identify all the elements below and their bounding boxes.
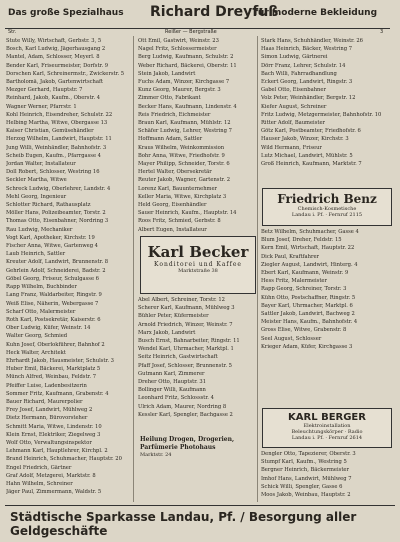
directory-entry: Roos Fritz, Schmied, Gerbstr. 8 [138, 218, 221, 225]
directory-entry: Busch Ernst, Bahnarbeiter, Ringstr. 11 [138, 338, 240, 345]
directory-entry: Dietz Hermann, Bürovorsteher [6, 415, 88, 422]
directory-entry: Dorschen Karl, Schreinermstr., Zwickerstr. 5 [6, 70, 125, 77]
directory-entry: Engel Friedrich, Gärtner [6, 464, 72, 471]
directory-entry: Abel Albert, Schreiner, Torstr. 12 [138, 297, 225, 303]
directory-entry: Stein Jakob, Landwirt [138, 70, 196, 77]
directory-column-3 [261, 37, 385, 187]
directory-entry: Kuhn Josef, Oberlokführer, Bahnhof 2 [6, 341, 105, 348]
column-divider [133, 36, 134, 502]
directory-entry: Ehrhardt Jakob, Hausmeister, Schulstr. 3 [6, 357, 114, 364]
directory-entry: Wendel Karl, Uhrmacher, Marktpl. 1 [138, 346, 234, 353]
directory-entry: Held Georg, Eisenhändler [138, 202, 207, 209]
directory-column-3c [261, 450, 385, 502]
directory-entry: Schreck Ludwig, Oberlehrer, Landstr. 4 [6, 185, 111, 192]
directory-entry: Huber Emil, Bäckerei, Marktplatz 5 [6, 366, 101, 373]
directory-entry: Rapp Georg, Schreiner, Torstr. 3 [261, 286, 347, 293]
ad-karl-berger [262, 408, 392, 448]
directory-entry: Ziegler August, Landwirt, Hinterg. 4 [261, 261, 358, 268]
directory-entry: Roth Karl, Postsekretär, Kaiserstr. 6 [6, 316, 101, 323]
directory-entry: Schick Willi, Spengler, Gasse 6 [261, 483, 343, 490]
directory-entry: Albert Eugen, Installateur [138, 226, 207, 233]
directory-entry: Wolf Otto, Verwaltungsinspektor [6, 439, 92, 446]
header-brand: Richard Dreyfuß [150, 4, 279, 20]
directory-entry: Bayer Karl, Uhrmacher, Marktpl. 6 [261, 302, 353, 309]
directory-entry: Thomas Otto, Eisenbahner, Nordring 3 [6, 218, 109, 225]
directory-entry: Lehmann Karl, Hauptlehrer, Kirchpl. 2 [6, 448, 108, 455]
directory-entry: Sattler Jakob, Landwirt, Bachweg 2 [261, 311, 355, 318]
directory-entry: Graf Adolf, Metzgerei, Marktstr. 8 [6, 472, 96, 479]
directory-entry: Gutmann Karl, Zimmerer [138, 370, 205, 377]
directory-entry: Göbel Georg, Friseur, Schulgasse 6 [6, 275, 99, 282]
directory-entry: Blum Josef, Dreher, Feldstr. 15 [261, 237, 342, 244]
directory-entry: Dengler Otto, Tapezierer, Oberstr. 3 [261, 451, 356, 457]
directory-entry: Scheib Eugen, Kaufm., Pfarrgasse 4 [6, 152, 101, 159]
directory-entry: Helbing Martha, Witwe, Obergasse 13 [6, 120, 108, 127]
ad-title: KARL BERGER [288, 412, 366, 423]
page-number: 3 [380, 29, 384, 35]
directory-entry: Pfaff Josef, Schlosser, Brunnenstr. 5 [138, 362, 232, 369]
directory-entry: Ritter Adolf, Baumeister [261, 120, 326, 127]
directory-entry: Bach Willi, Fahrradhandlung [261, 70, 337, 77]
directory-entry: Hertel Walter, Obersekretär [138, 169, 212, 176]
directory-entry: Stute Willy, Wirtschaft, Gerbstr. 3, 5 [6, 38, 102, 44]
ad-line: Landau i. Pf. · Fernruf 2614 [291, 435, 363, 441]
directory-entry: Braun Karl, Kaufmann, Mühlstr. 12 [138, 120, 231, 127]
ad-line: Chemisch-Kosmetische [297, 206, 357, 212]
page-ref-left: Str. [8, 29, 17, 35]
directory-entry: Herzog Wilhelm, Landwirt, Hauptstr. 11 [6, 136, 112, 143]
directory-entry: Gabel Otto, Eisenbahner [261, 87, 326, 94]
directory-entry: Meister Hans, Kaufm., Bahnhofstr. 4 [261, 319, 358, 326]
directory-entry: Rapp Wilhelm, Buchbinder [6, 284, 77, 291]
directory-entry: Gross Elise, Witwe, Grabenstr. 8 [261, 327, 347, 334]
directory-entry: Ulrich Adam, Maurer, Nordring 8 [138, 403, 227, 410]
directory-entry: Groß Heinrich, Kaufmann, Marktstr. 7 [261, 161, 362, 168]
directory-entry: Kraus Wilhelm, Weinkommission [138, 144, 225, 151]
directory-entry: Weber Richard, Bäckerei, Oberstr. 11 [138, 62, 237, 69]
directory-entry: Zimmer Otto, Fabrikant [138, 95, 201, 102]
directory-entry: Bohr Anna, Witwe, Friedhofstr. 9 [138, 152, 225, 159]
directory-entry: Scharf Otto, Malermeister [6, 308, 76, 315]
directory-entry: Heck Walter, Architekt [6, 349, 66, 356]
directory-column-3b [261, 228, 385, 406]
directory-entry: Gehrlein Adolf, Schneiderei, Badstr. 2 [6, 267, 106, 274]
directory-entry: Reinhard, Jakob, Kaufm., Oberstr. 4 [6, 95, 101, 102]
ad-line: Landau i. Pf. · Fernruf 2115 [291, 212, 363, 218]
directory-entry: Pfeiffer Luise, Ladenbesitzerin [6, 382, 87, 389]
directory-entry: Betz Wilhelm, Schuhmacher, Gasse 4 [261, 229, 359, 235]
ad-title: Heilung Drogen, Drogerien, Parfümerie Photohaus [140, 436, 235, 451]
directory-entry: Imhof Hans, Landwirt, Mühlweg 7 [261, 475, 352, 482]
directory-entry: Bauer Richard, Maurerpolier [6, 398, 83, 405]
directory-entry: Laub Heinrich, Sattler [6, 251, 66, 258]
directory-entry: Arnold Friedrich, Winzer, Weinstr. 7 [138, 321, 233, 328]
directory-entry: Marx Jakob, Landwirt [138, 329, 196, 336]
directory-entry: Bartholomä, Jakob, Gartenwirtschaft [6, 79, 103, 86]
ad-friedrich-benz [262, 188, 392, 226]
directory-entry: Reis Friedrich, Eichmeister [138, 111, 211, 118]
directory-entry: Schäfer Ludwig, Lehrer, Westring 7 [138, 128, 232, 135]
directory-entry: Kunz Georg, Maurer, Bergstr. 3 [138, 87, 221, 94]
directory-entry: Volz Peter, Weinhändler, Bergstr. 12 [261, 95, 356, 102]
directory-column-1 [6, 37, 130, 500]
header-left: Das große Spezialhaus [8, 8, 124, 18]
directory-entry: Stumpf Karl, Kaufm., Westring 5 [261, 459, 347, 466]
directory-entry: Vogt Karl, Apotheker, Kirchstr. 19 [6, 234, 95, 241]
ad-karl-becker [140, 236, 256, 294]
directory-entry: Mezger Gerhard, Hauptstr. 7 [6, 87, 83, 94]
directory-entry: Fischer Anna, Witwe, Gartenweg 4 [6, 243, 98, 250]
directory-entry: Klein Ernst, Elektriker, Ziegelweg 3 [6, 431, 101, 438]
directory-entry: Dreher Otto, Hauptstr. 31 [138, 379, 207, 386]
directory-entry: Fuchs Adam, Winzer, Kirchgasse 7 [138, 79, 230, 86]
directory-entry: Kühn Otto, Postschaffner, Ringstr. 5 [261, 294, 356, 301]
directory-entry: Lorenz Karl, Bauunternehmer [138, 185, 218, 192]
directory-entry: Moos Jakob, Weinbau, Hauptstr. 2 [261, 492, 351, 499]
directory-entry: Eckert Georg, Landwirt, Ringstr. 3 [261, 79, 353, 86]
directory-entry: Münch Alfred, Weinbau, Feldstr. 7 [6, 374, 97, 381]
directory-entry: Jordan Walter, Installateur [6, 161, 76, 168]
directory-entry: Mehl Georg, Ingenieur [6, 193, 67, 200]
ad-line: Marktstr. 24 [140, 452, 172, 458]
directory-entry: Hoffmann Adam, Sattler [138, 136, 203, 143]
ad-title: Friedrich Benz [277, 192, 377, 206]
directory-entry: Sauer Heinrich, Kaufm., Hauptstr. 14 [138, 210, 237, 217]
ad-line: Elektroinstallation [303, 423, 351, 429]
ad-drogerie [140, 436, 254, 476]
header-right: für moderne Bekleidung [254, 8, 378, 18]
directory-entry: Simon Ludwig, Gärtnerei [261, 54, 328, 61]
directory-entry: Hahn Wilhelm, Schreiner [6, 480, 73, 487]
footer-ad: Städtische Sparkasse Landau, Pf. / Besorgung aller Geldgeschäfte [10, 510, 357, 538]
directory-entry: Wild Hermann, Friseur [261, 144, 322, 151]
directory-entry: Berg Ludwig, Kaufmann, Schulstr. 2 [138, 54, 234, 61]
directory-entry: Sommer Fritz, Kaufmann, Grabenstr. 4 [6, 390, 109, 397]
directory-entry: Götz Karl, Postbeamter, Friedhofstr. 6 [261, 128, 361, 135]
ad-title: Karl Becker [147, 243, 249, 261]
directory-entry: Scherer Karl, Kaufmann, Mühlweg 3 [138, 305, 235, 312]
directory-entry: Jäger Paul, Zimmermann, Waldstr. 5 [6, 489, 102, 496]
directory-entry: Möller Hans, Polizeibeamter, Torstr. 2 [6, 210, 106, 217]
directory-entry: Krieger Adam, Küfer, Kirchgasse 3 [261, 343, 353, 350]
directory-entry: Ober Ludwig, Küfer, Weinstr. 14 [6, 325, 91, 332]
directory-entry: Kreuter Adolf, Landwirt, Brunnenstr. 8 [6, 259, 109, 266]
directory-entry: Mantel, Adam, Schlosser, Meyerl. 8 [6, 54, 100, 61]
directory-entry: Dick Paul, Kraftfahrer [261, 253, 319, 260]
directory-entry: Doll Robert, Schlosser, Westring 16 [6, 169, 100, 176]
directory-column-2 [138, 37, 262, 233]
directory-entry: Kessler Karl, Spengler, Bachgasse 2 [138, 411, 233, 418]
directory-entry: Kaiser Christian, Gemüsehändler [6, 128, 94, 135]
directory-entry: Becker Hans, Kaufmann, Lindenstr. 4 [138, 103, 237, 110]
directory-entry: Lutz Michael, Landwirt, Mühlstr. 5 [261, 152, 353, 159]
directory-entry: Kiefer August, Schreiner [261, 103, 327, 110]
ad-line: Konditorei und Kaffee [154, 261, 242, 268]
directory-entry: Lang Franz, Waldarbeiter, Ringstr. 9 [6, 292, 102, 299]
directory-entry: Seitz Heinrich, Gastwirtschaft [138, 354, 218, 361]
directory-entry: Bergner Heinrich, Bäckermeister [261, 467, 349, 474]
directory-entry: Hess Fritz, Malermeister [261, 278, 327, 285]
page-section: Reißer — Bergstraße [165, 29, 217, 35]
directory-entry: Jung Willi, Weinhändler, Bahnhofstr. 3 [6, 144, 107, 151]
directory-entry: Ott Emil, Gastwirt, Weinstr. 23 [138, 38, 219, 44]
directory-entry: Rau Ludwig, Mechaniker [6, 226, 73, 233]
directory-entry: Seel August, Schlosser [261, 335, 322, 342]
directory-entry: Dörr Franz, Lehrer, Schulstr. 14 [261, 62, 346, 69]
directory-entry: Kohl Heinrich, Eisendreher, Schulstr. 22 [6, 111, 113, 118]
directory-entry: Haas Heinrich, Bäcker, Westring 7 [261, 46, 353, 53]
directory-entry: Fritz Ludwig, Metzgermeister, Bahnhofstr. 10 [261, 111, 382, 118]
directory-entry: Kern Emil, Wirtschaft, Hauptstr. 22 [261, 245, 355, 252]
directory-entry: Schmitt Maria, Witwe, Lindenstr. 10 [6, 423, 102, 430]
ad-line: Marktstraße 38 [178, 268, 218, 274]
ad-line: Beleuchtungskörper · Radio [291, 429, 363, 435]
directory-entry: Weiß Elise, Näherin, Webergasse 7 [6, 300, 99, 307]
directory-entry: Bühler Peter, Küfermeister [138, 313, 209, 320]
directory-entry: Frey Josef, Landwirt, Mühlweg 2 [6, 407, 93, 414]
directory-entry: Leonhard Fritz, Schlossstr. 4 [138, 395, 214, 402]
directory-entry: Bender Karl, Friseurmeister, Dorfstr. 9 [6, 62, 109, 69]
footer-rule [5, 505, 395, 506]
directory-entry: Bosch, Karl Ludwig, Jägerhausgang 2 [6, 46, 106, 53]
directory-entry: Nagel Fritz, Schlossermeister [138, 46, 217, 53]
directory-entry: Reuter Jakob, Wagner, Gartenstr. 2 [138, 177, 231, 184]
directory-entry: Ebert Karl, Kaufmann, Weinstr. 9 [261, 270, 349, 277]
directory-entry: Bollinger Willi, Kaufmann [138, 387, 206, 394]
directory-entry: Seckler Martha, Witwe [6, 177, 67, 184]
directory-entry: Wagner Werner, Pfarrstr. 1 [6, 103, 77, 110]
directory-entry: Mayer Philipp, Schneider, Torstr. 6 [138, 161, 230, 168]
directory-entry: Brand Heinrich, Schuhmacher, Hauptstr. 20 [6, 456, 122, 463]
directory-entry: Keller Maria, Witwe, Kirchplatz 3 [138, 193, 227, 200]
directory-entry: Walter Georg, Schmied [6, 333, 68, 340]
directory-column-2b [138, 296, 262, 431]
directory-entry: Schlotter Richard, Rathausplatz [6, 202, 91, 209]
directory-entry: Hauser Jakob, Winzer, Kirchstr. 3 [261, 136, 349, 143]
directory-entry: Stark Hans, Schuhhändler, Weinstr. 26 [261, 38, 363, 44]
